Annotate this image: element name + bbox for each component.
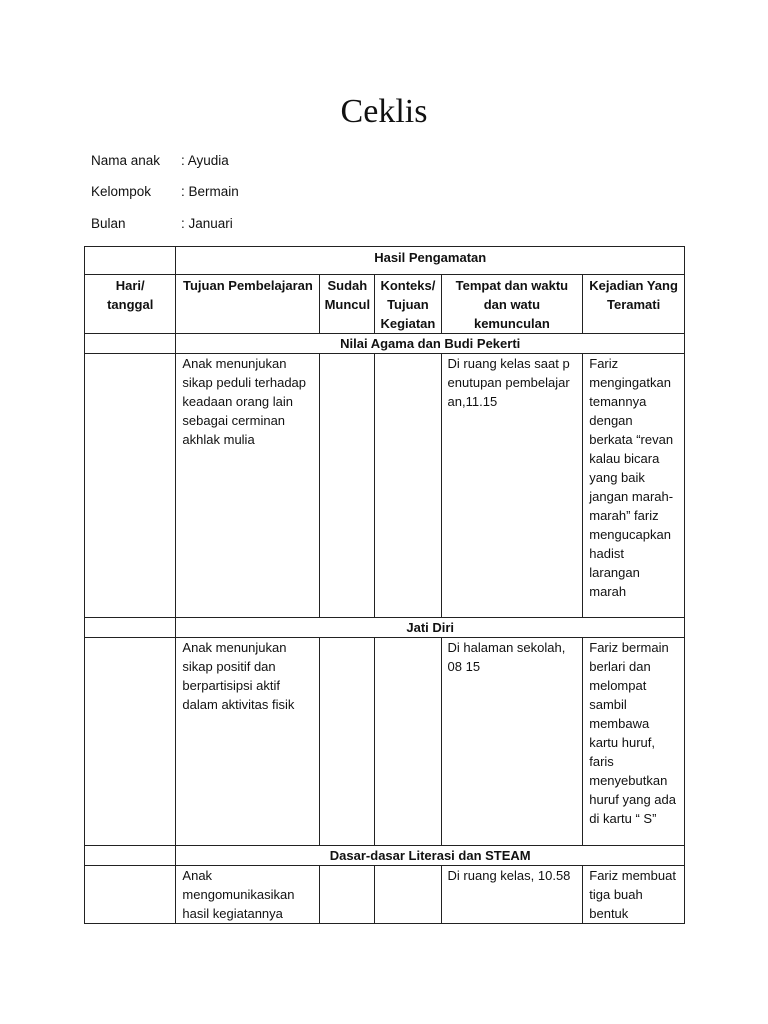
cell-sudah xyxy=(320,866,375,924)
section-title: Jati Diri xyxy=(176,618,685,638)
section-title: Nilai Agama dan Budi Pekerti xyxy=(176,334,685,354)
table-cell xyxy=(85,846,176,866)
header-sudah: Sudah Muncul xyxy=(320,275,375,334)
table-cell xyxy=(85,334,176,354)
header-kejadian: Kejadian Yang Teramati xyxy=(583,275,685,334)
header-konteks: Konteks/ Tujuan Kegiatan xyxy=(375,275,441,334)
info-label: Kelompok xyxy=(91,184,152,199)
cell-hari xyxy=(85,638,176,846)
table-cell xyxy=(85,247,176,275)
info-label: Nama anak xyxy=(91,153,161,168)
cell-konteks xyxy=(375,354,441,618)
info-value: : Bermain xyxy=(181,184,239,199)
section-row xyxy=(85,618,685,638)
cell-tempat: Di ruang kelas saat penutupan pembelajaran,11.15 xyxy=(441,354,583,618)
header-tempat: Tempat dan waktu dan watu kemunculan xyxy=(441,275,583,334)
table-header-row xyxy=(85,275,685,334)
cell-tujuan: Anak mengomunikasikan hasil kegiatannya xyxy=(176,866,320,924)
table-row xyxy=(85,638,685,846)
table-top-header-row xyxy=(85,247,685,275)
info-value: : Ayudia xyxy=(181,153,229,168)
table-row xyxy=(85,354,685,618)
table-cell xyxy=(85,618,176,638)
section-row xyxy=(85,334,685,354)
page-title: Ceklis xyxy=(340,93,428,130)
cell-hari xyxy=(85,866,176,924)
header-tujuan: Tujuan Pembelajaran xyxy=(176,275,320,334)
header-hari: Hari/ tanggal xyxy=(85,275,176,334)
cell-sudah xyxy=(320,354,375,618)
cell-tujuan: Anak menunjukan sikap peduli terhadap keadaan orang lain sebagai cerminan akhlak mulia xyxy=(176,354,320,618)
section-row xyxy=(85,846,685,866)
cell-konteks xyxy=(375,866,441,924)
section-title: Dasar-dasar Literasi dan STEAM xyxy=(176,846,685,866)
cell-tujuan: Anak menunjukan sikap positif dan berpartisipsi aktif dalam aktivitas fisik xyxy=(176,638,320,846)
cell-sudah xyxy=(320,638,375,846)
cell-tempat: Di ruang kelas, 10.58 xyxy=(441,866,583,924)
info-value: : Januari xyxy=(181,216,233,231)
cell-konteks xyxy=(375,638,441,846)
info-row-kelompok xyxy=(91,183,239,201)
observation-table xyxy=(84,246,685,924)
cell-kejadian: Fariz mengingatkan temannya dengan berkata “revan kalau bicara yang baik jangan marah-marah” fariz mengucapkan hadist larangan marah xyxy=(583,354,685,618)
table-row xyxy=(85,866,685,924)
info-row-nama xyxy=(91,152,229,170)
cell-kejadian: Fariz bermain berlari dan melompat sambil membawa kartu huruf, faris menyebutkan huruf yang ada di kartu “ S” xyxy=(583,638,685,846)
cell-hari xyxy=(85,354,176,618)
hasil-pengamatan-header: Hasil Pengamatan xyxy=(176,247,685,275)
cell-tempat: Di halaman sekolah, 08 15 xyxy=(441,638,583,846)
info-label: Bulan xyxy=(91,216,126,231)
info-row-bulan xyxy=(91,215,233,233)
cell-kejadian: Fariz membuat tiga buah bentuk xyxy=(583,866,685,924)
